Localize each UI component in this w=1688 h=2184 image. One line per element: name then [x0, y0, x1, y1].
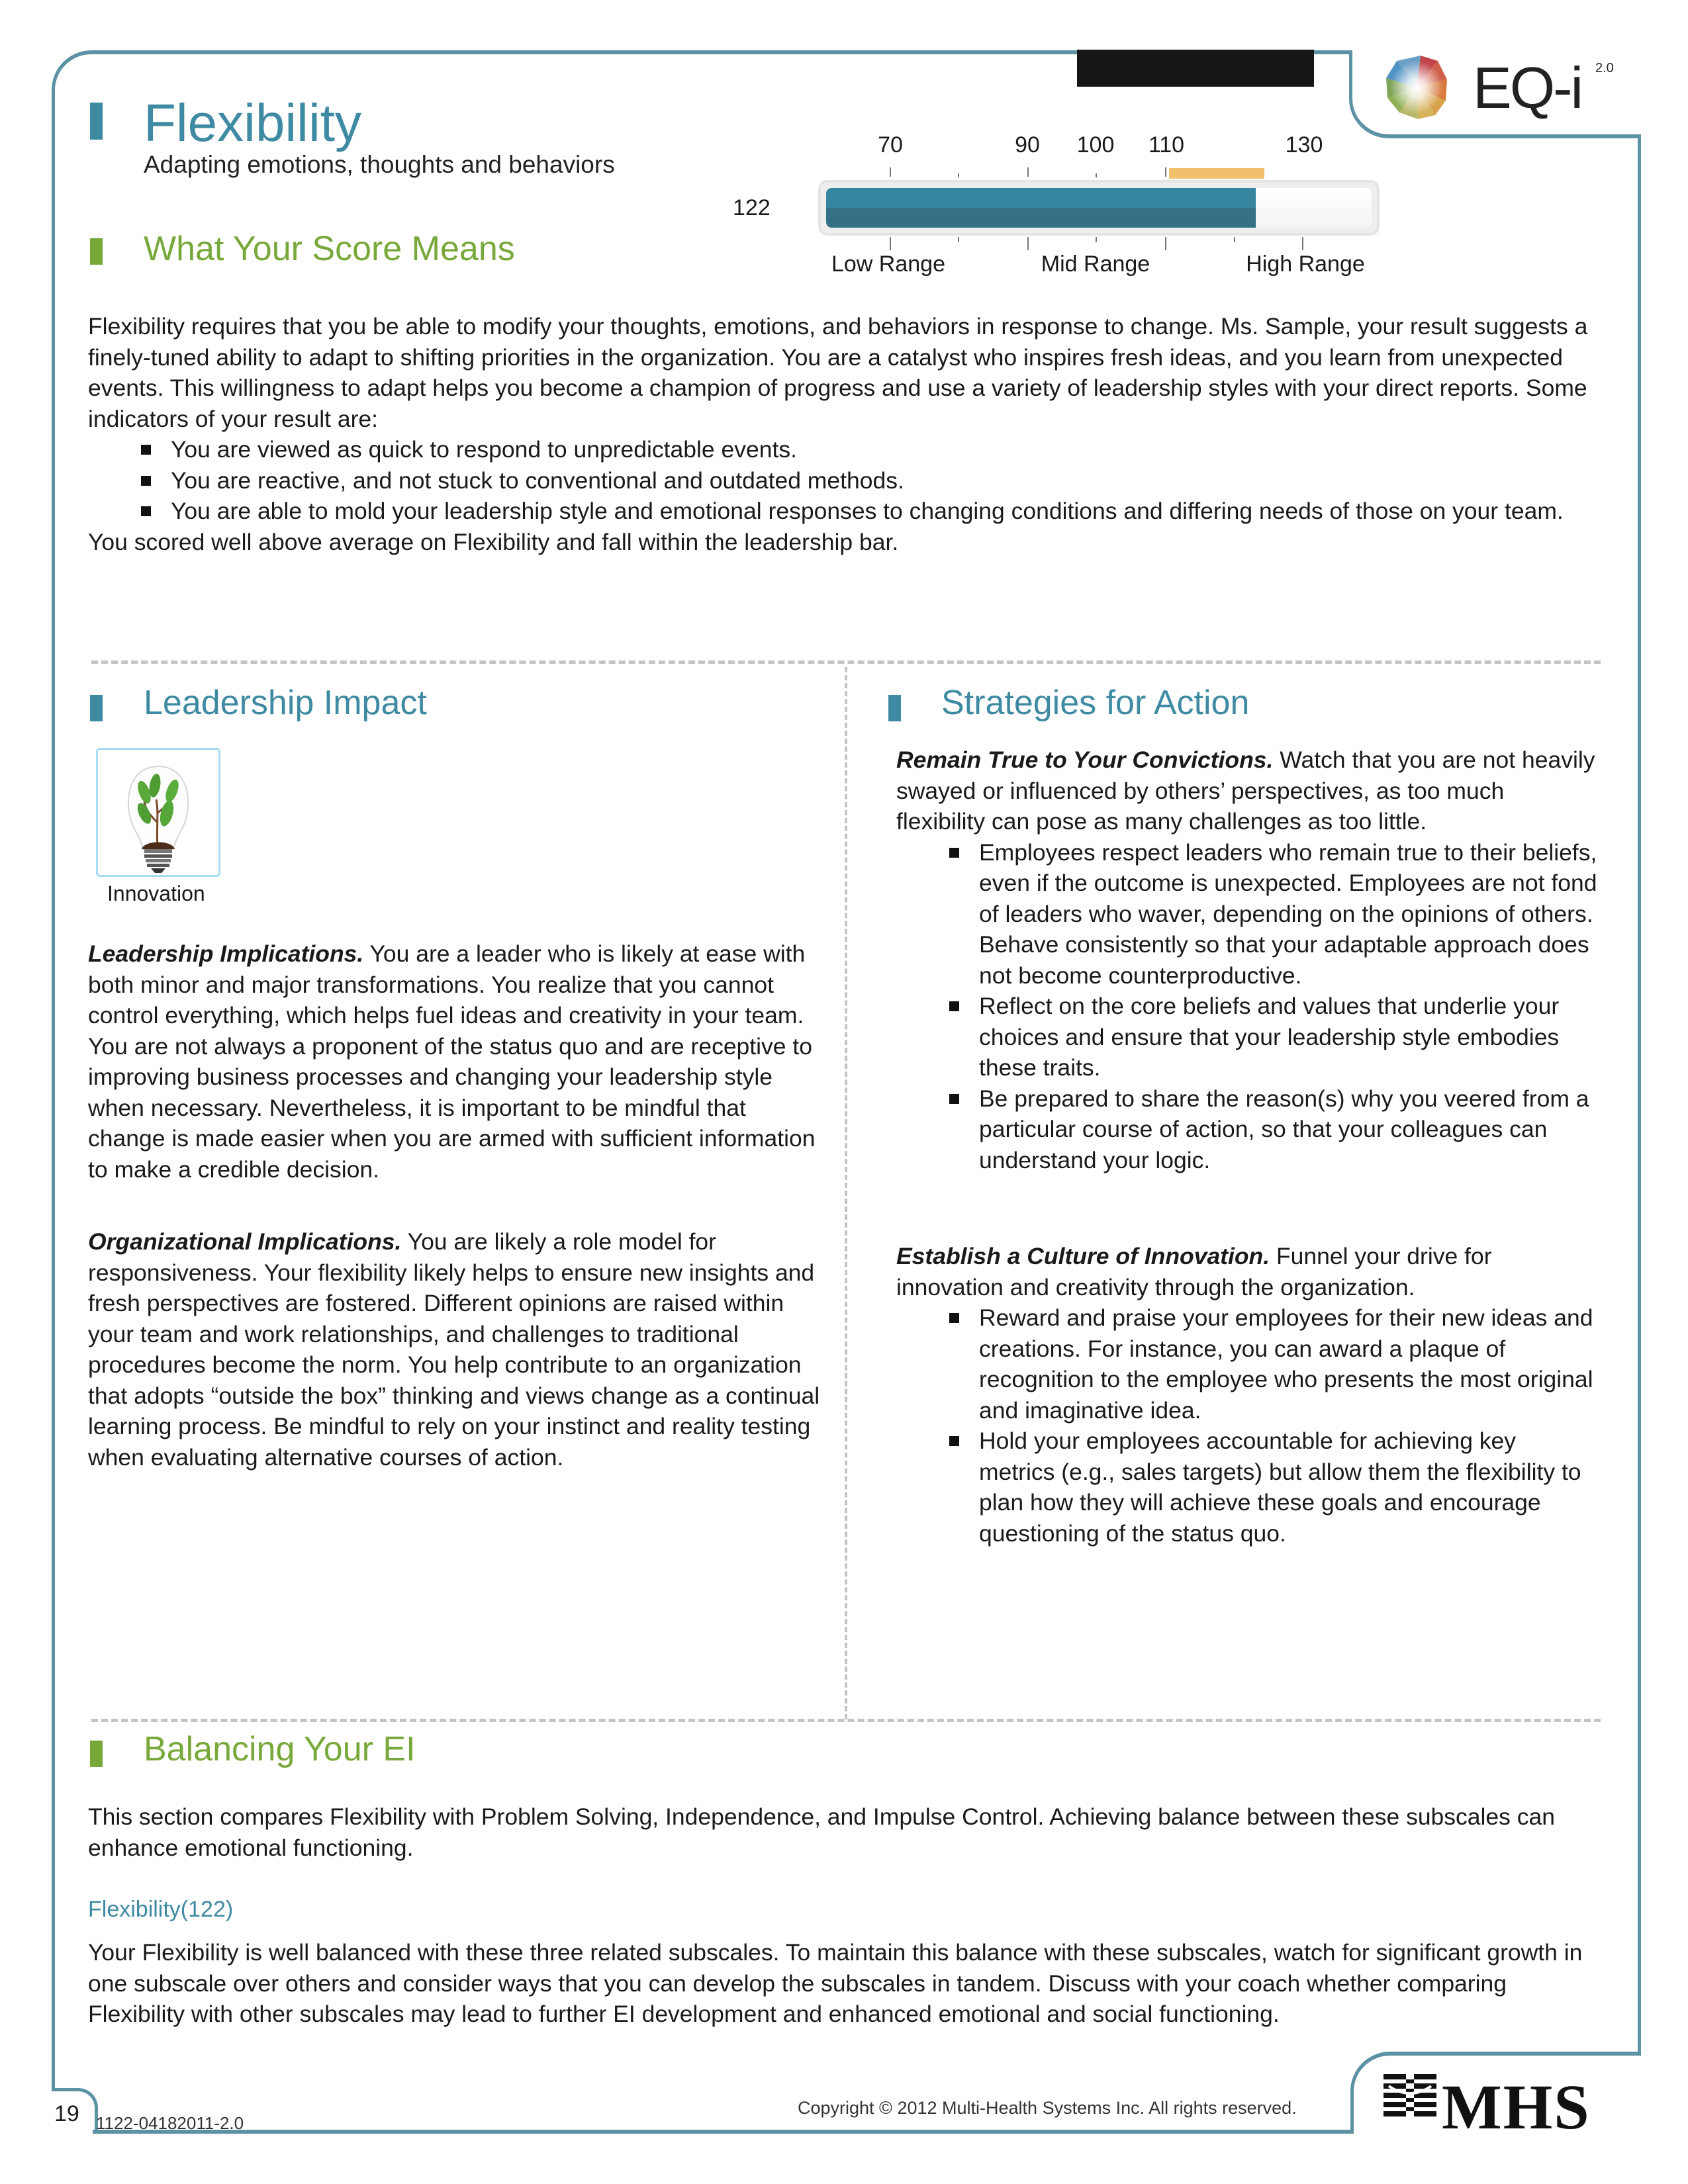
scale-tick-100: 100	[1076, 132, 1115, 158]
bullet-icon	[949, 1436, 959, 1446]
strategy-lead: Establish a Culture of Innovation.	[896, 1243, 1270, 1269]
section-marker	[90, 238, 103, 265]
section-title-balancing: Balancing Your EI	[144, 1730, 416, 1768]
leadership-bar	[1169, 168, 1264, 179]
tick-mark	[1096, 173, 1097, 177]
tick-mark	[1165, 237, 1166, 250]
organizational-implications-lead: Organizational Implications.	[88, 1228, 402, 1255]
scale-tick-90: 90	[1015, 132, 1040, 158]
tick-mark	[1165, 167, 1166, 177]
bullet-icon	[141, 506, 151, 516]
tick-mark	[1302, 237, 1303, 250]
bullet-icon	[949, 1313, 959, 1323]
page-subtitle: Adapting emotions, thoughts and behaviors	[144, 151, 615, 178]
section-title-strategies: Strategies for Action	[941, 684, 1250, 722]
indicator-list	[88, 434, 1604, 527]
page-frame-bottom	[93, 2130, 1350, 2134]
scale-tick-110: 110	[1148, 132, 1185, 158]
tick-mark	[958, 173, 959, 177]
bullet-icon	[949, 1001, 959, 1011]
document-code: 1122-04182011-2.0	[96, 2113, 244, 2133]
score-means-body	[88, 311, 1604, 557]
balancing-intro: This section compares Flexibility with Problem Solving, Independence, and Impulse Control. Achieving balance between these subscales can enhance emotional functioning.	[88, 1803, 1556, 1861]
bullet-icon	[141, 476, 151, 486]
section-title-leadership-impact: Leadership Impact	[144, 684, 427, 722]
copyright-text: Copyright © 2012 Multi-Health Systems Inc. All rights reserved.	[798, 2098, 1297, 2118]
tick-mark	[1096, 237, 1097, 242]
bullet-icon	[949, 848, 959, 858]
score-means-closing: You scored well above average on Flexibility and fall within the leadership bar.	[88, 528, 899, 555]
list-item: You are viewed as quick to respond to unpredictable events.	[171, 434, 1604, 465]
score-value: 122	[733, 195, 771, 220]
tick-mark	[1027, 237, 1029, 250]
section-divider	[91, 1719, 1601, 1722]
leadership-implications-lead: Leadership Implications.	[88, 940, 364, 967]
strategy-convictions: Remain True to Your Convictions. Watch that you are not heavily swayed or influenced by others’ perspectives, as too much flexibility can pose as many challenges as too little. Employees respect leaders who remain true to their beliefs, even if the outcome is unexpected. Employees are not fond of leaders who waver, depending on the opinions of others. Behave consistently so that your adaptable approach does not become counterproductive. Reflect on the core beliefs and values that underlie your choices and ensure that your leadership style embodies these traits. Be prepared to share the reason(s) why you veered from a particular course of action, so that your colleagues can understand your logic.	[896, 745, 1598, 1175]
bullet-icon	[141, 445, 151, 455]
scale-tick-130: 130	[1285, 132, 1323, 158]
range-label-mid: Mid Range	[1041, 251, 1150, 277]
strategy-bullets	[896, 1302, 1598, 1549]
bullet-icon	[949, 1094, 959, 1104]
score-means-intro: Flexibility requires that you be able to modify your thoughts, emotions, and behaviors in response to change. Ms. Sample, your result suggests a finely-tuned ability to adapt to shifting priorities in the organization. You are a catalyst who inspires fresh ideas, and you learn from unexpected events. This willingness to adapt helps you become a champion of progress and use a variety of leadership styles with your direct reports. Some indicators of your result are:	[88, 313, 1588, 432]
page-frame-left	[52, 93, 55, 2091]
tick-mark	[1234, 237, 1235, 242]
tick-mark	[890, 237, 891, 250]
strategy-innovation: Establish a Culture of Innovation. Funnel your drive for innovation and creativity through the organization. Reward and praise your employees for their new ideas and creations. For instance, you can award a plaque of recognition to the employee who presents the most original and imaginative idea. Hold your employees accountable for achieving key metrics (e.g., sales targets) but allow them the flexibility to plan how they will achieve these goals and encourage questioning of the status quo.	[896, 1241, 1598, 1549]
tick-mark	[958, 237, 959, 242]
section-divider	[91, 660, 1601, 664]
page-frame-corner	[52, 50, 98, 97]
redacted-block	[1077, 50, 1314, 87]
section-marker	[90, 695, 103, 721]
publisher-logo: MHS	[1442, 2071, 1591, 2142]
list-item: Be prepared to share the reason(s) why you veered from a particular course of action, so that your colleagues can understand your logic.	[979, 1083, 1598, 1176]
page-number: 19	[54, 2101, 79, 2126]
tick-mark	[1027, 167, 1029, 177]
score-bar-fill	[826, 188, 1256, 228]
eqi-logo-text: EQ-i	[1473, 55, 1581, 120]
balancing-subheading: Flexibility(122)	[88, 1897, 234, 1922]
innovation-caption: Innovation	[107, 882, 205, 905]
list-item: Reward and praise your employees for their new ideas and creations. For instance, you can award a plaque of recognition to the employee who presents the most original and imaginative idea.	[979, 1302, 1598, 1426]
range-label-low: Low Range	[831, 251, 946, 277]
page-title: Flexibility	[144, 93, 361, 152]
balancing-body: Your Flexibility is well balanced with these three related subscales. To maintain this balance with these subscales, watch for significant growth in one subscale over others and consider ways that you can develop the subscales in tandem. Discuss with your coach whether comparing Flexibility with other subscales may lead to further EI development and enhanced emotional and social functioning.	[88, 1939, 1583, 2027]
strategy-lead: Remain True to Your Convictions.	[896, 747, 1274, 773]
organizational-implications: Organizational Implications. You are likely a role model for responsiveness. Your flexibility likely helps to ensure new insights and fresh perspectives are fostered. Different opinions are raised within your team and work relationships, and challenges to traditional procedures become the norm. You help contribute to an organization that adopts “outside the box” thinking and views change as a continual learning process. Be mindful to rely on your instinct and reality testing when evaluating alternative courses of action.	[88, 1228, 820, 1471]
lightbulb-plant-icon	[98, 750, 218, 875]
mhs-logo-icon	[1383, 2074, 1436, 2122]
range-label-high: High Range	[1246, 251, 1365, 277]
score-bar	[818, 180, 1380, 236]
list-item: Hold your employees accountable for achieving key metrics (e.g., sales targets) but allow them the flexibility to plan how they will achieve these goals and encourage questioning of the status quo.	[979, 1426, 1598, 1549]
title-marker	[90, 103, 103, 140]
section-title-score-means: What Your Score Means	[144, 230, 515, 268]
scale-tick-70: 70	[878, 132, 903, 158]
tick-mark	[890, 167, 891, 177]
eqi-version: 2.0	[1595, 61, 1614, 75]
section-marker	[90, 1741, 103, 1767]
section-marker	[888, 695, 901, 721]
list-item: You are reactive, and not stuck to conventional and outdated methods.	[171, 465, 1604, 496]
leadership-implications: Leadership Implications. You are a leader who is likely at ease with both minor and major transformations. You realize that you cannot control everything, which helps fuel ideas and creativity in your team. You are not always a proponent of the status quo and are receptive to improving business processes and changing your leadership style when necessary. Nevertheless, it is important to be mindful that change is made easier when you are armed with sufficient information to make a credible decision.	[88, 940, 816, 1183]
page-frame-right	[1638, 135, 1641, 2068]
eqi-logo-icon	[1380, 51, 1453, 124]
column-divider	[845, 667, 847, 1719]
list-item: Reflect on the core beliefs and values that underlie your choices and ensure that your leadership style embodies these traits.	[979, 991, 1598, 1083]
strategy-bullets	[896, 837, 1598, 1176]
list-item: Employees respect leaders who remain true to their beliefs, even if the outcome is unexpected. Employees are not fond of leaders who waver, depending on the opinions of others. Behave consistently so that your adaptable approach does not become counterproductive.	[979, 837, 1598, 991]
list-item: You are able to mold your leadership style and emotional responses to changing conditions and differing needs of those on your team.	[171, 496, 1604, 527]
score-bar-track	[826, 188, 1372, 228]
innovation-icon-frame	[96, 748, 220, 877]
